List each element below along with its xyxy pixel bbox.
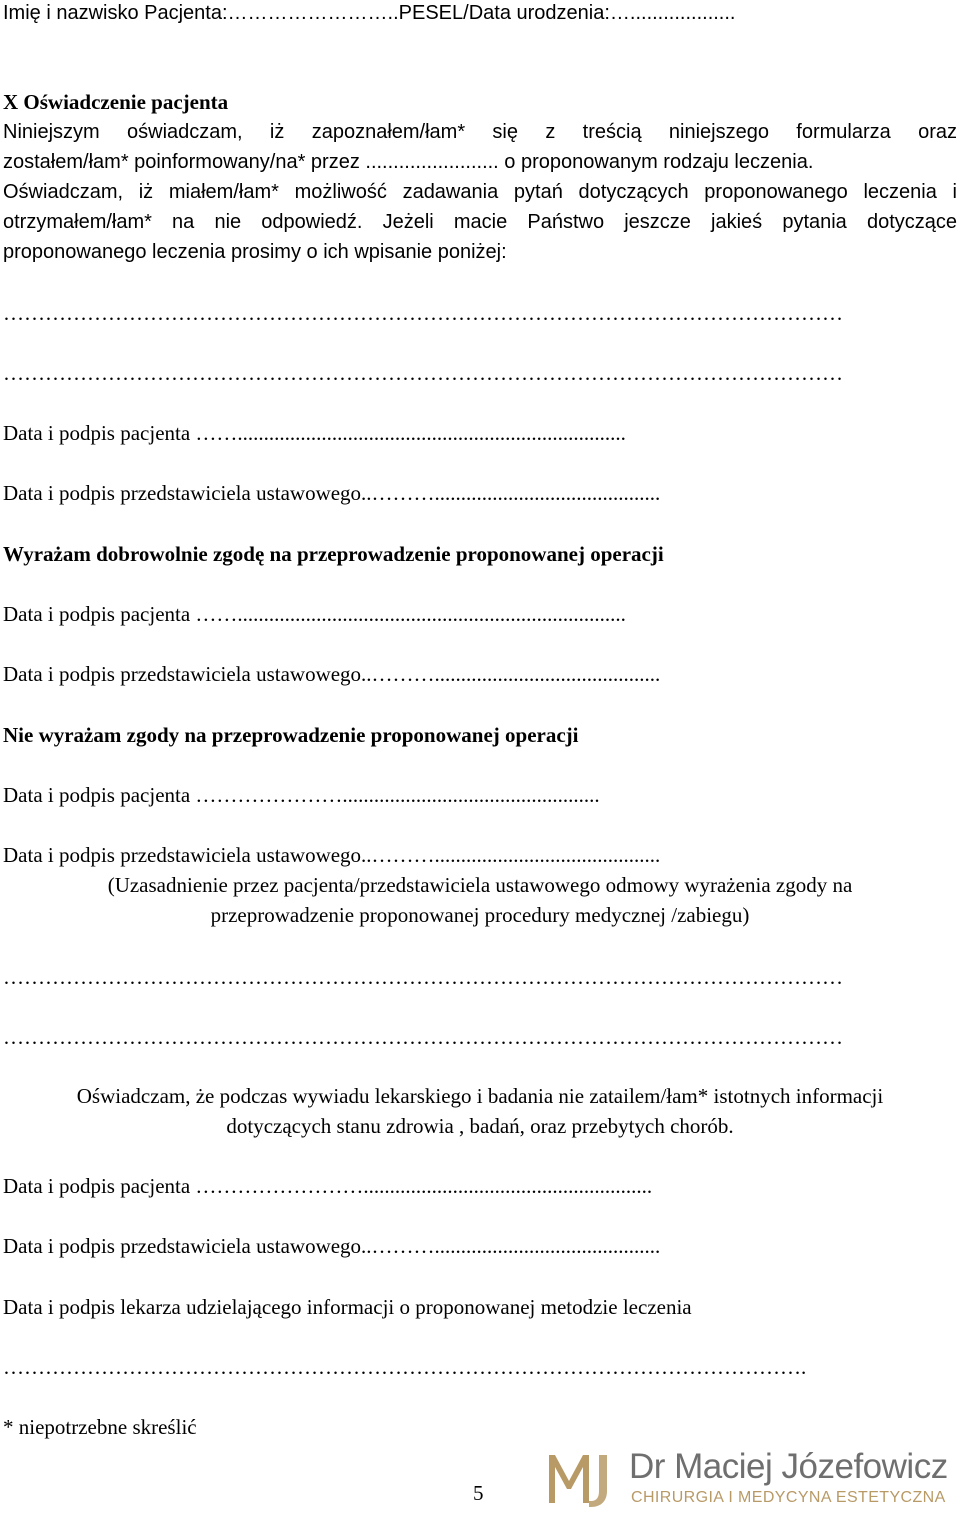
patient-header-line: Imię i nazwisko Pacjenta:……………………..PESEL/Data urodzenia:…...................	[3, 2, 736, 24]
statement-line-2: zostałem/łam* poinformowany/na* przez ........................ o proponowanym rodzaju leczenia.	[3, 151, 814, 173]
clinic-logo	[545, 1447, 948, 1511]
statement-line-3: Oświadczam, iż miałem/łam* możliwość zadawania pytań dotyczących proponowanego leczenia i	[3, 181, 957, 203]
refusal-heading: Nie wyrażam zgody na przeprowadzenie proponowanej operacji	[3, 723, 579, 747]
logo-name: Dr Maciej Józefowicz	[629, 1447, 948, 1486]
representative-signature-declaration[interactable]: Data i podpis przedstawiciela ustawowego..………...........................................	[3, 1234, 661, 1258]
questions-line-2[interactable]: …………………………………………………………………………………………………………	[3, 361, 843, 385]
patient-signature-1[interactable]: Data i podpis pacjenta ……..........................................................................	[3, 421, 626, 445]
statement-title: X Oświadczenie pacjenta	[3, 90, 229, 114]
doctor-signature-line[interactable]: …………………………………………………………………………………………………….	[3, 1355, 807, 1379]
statement-line-5: proponowanego leczenia prosimy o ich wpisanie poniżej:	[3, 241, 507, 263]
doctor-signature-label: Data i podpis lekarza udzielającego informacji o proponowanej metodzie leczenia	[3, 1295, 692, 1319]
patient-signature-refusal[interactable]: Data i podpis pacjenta ………………….................................................	[3, 783, 600, 807]
refusal-line-1[interactable]: …………………………………………………………………………………………………………	[3, 965, 843, 989]
consent-heading: Wyrażam dobrowolnie zgodę na przeprowadzenie proponowanej operacji	[3, 542, 664, 566]
refusal-line-2[interactable]: …………………………………………………………………………………………………………	[3, 1025, 843, 1049]
representative-signature-refusal[interactable]: Data i podpis przedstawiciela ustawowego..………...........................................	[3, 843, 661, 867]
page-number: 5	[473, 1481, 484, 1505]
logo-subtitle: CHIRURGIA I MEDYCYNA ESTETYCZNA	[631, 1489, 946, 1506]
statement-line-4: otrzymałem/łam* na nie odpowiedź. Jeżeli macie Państwo jeszcze jakieś pytania dotyczące	[3, 211, 957, 233]
representative-signature-1[interactable]: Data i podpis przedstawiciela ustawowego..………...........................................	[3, 481, 661, 505]
patient-signature-declaration[interactable]: Data i podpis pacjenta …………………….......................................................	[3, 1174, 653, 1198]
declaration-line-1: Oświadczam, że podczas wywiadu lekarskiego i badania nie zatailem/łam* istotnych informacji	[76, 1084, 884, 1108]
refusal-justification-2: przeprowadzenie proponowanej procedury medycznej /zabiegu)	[210, 903, 750, 927]
mj-monogram-icon	[545, 1447, 625, 1511]
refusal-justification-1: (Uzasadnienie przez pacjenta/przedstawiciela ustawowego odmowy wyrażenia zgody na	[107, 873, 853, 897]
statement-line-1: Niniejszym oświadczam, iż zapoznałem/łam* się z treścią niniejszego formularza oraz	[3, 121, 957, 143]
questions-line-1[interactable]: …………………………………………………………………………………………………………	[3, 301, 843, 325]
declaration-line-2: dotyczących stanu zdrowia , badań, oraz przebytych chorób.	[226, 1114, 734, 1138]
footnote: * niepotrzebne skreślić	[3, 1415, 197, 1439]
patient-signature-consent[interactable]: Data i podpis pacjenta ……..........................................................................	[3, 602, 626, 626]
representative-signature-consent[interactable]: Data i podpis przedstawiciela ustawowego..………...........................................	[3, 662, 661, 686]
